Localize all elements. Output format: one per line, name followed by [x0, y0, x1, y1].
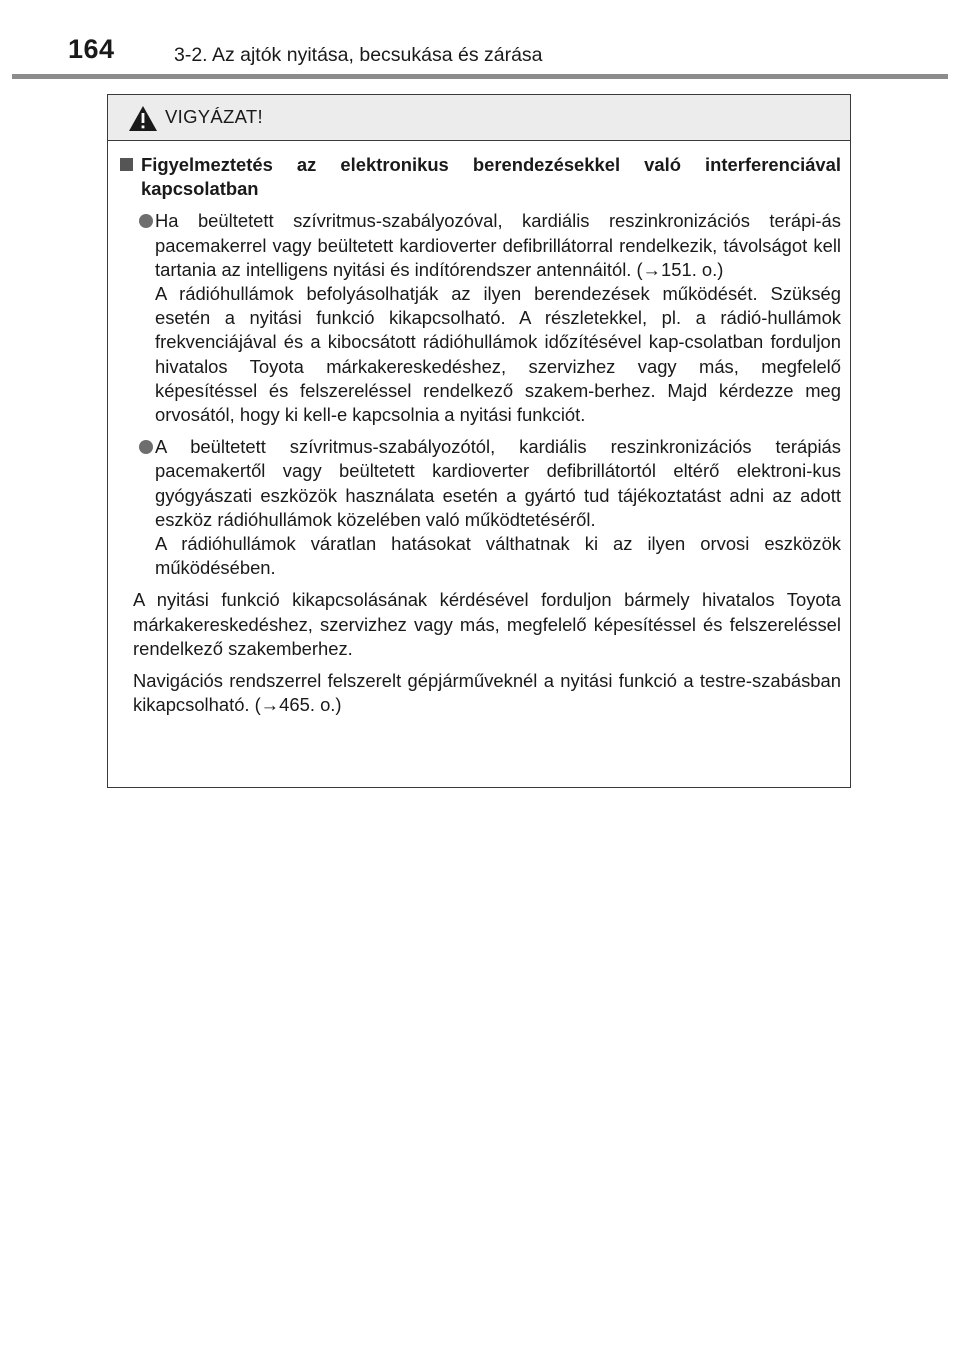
list-item-text: A rádióhullámok váratlan hatásokat válthatnak ki az ilyen orvosi eszközök működésében.	[155, 533, 841, 579]
warning-heading-text: Figyelmeztetés az elektronikus berendezésekkel való interferenciával kapcsolatban	[141, 154, 841, 200]
page-header	[0, 0, 960, 80]
warning-header	[108, 95, 850, 141]
list-item-text: Ha beültetett szívritmus-szabályozóval, kardiális reszinkronizációs terápi-ás pacemakerrel vagy beültetett kardioverter defibrillátorral rendelkezik, távolságot kell tartania az intelligens nyitási és indítórendszer antennáitól. (→151. o.)	[155, 210, 841, 280]
header-divider	[12, 74, 948, 79]
page-number: 164	[68, 34, 115, 64]
square-bullet-icon	[120, 158, 133, 171]
warning-body	[108, 141, 850, 717]
list-item	[117, 209, 841, 427]
list-item-text: A beültetett szívritmus-szabályozótól, kardiális reszinkronizációs terápiás pacemakertől vagy beültetett kardioverter defibrillátortól eltérő elektroni-kus gyógyászati eszközök használata esetén a gyártó tud tájékoztatást adni az adott eszköz rádióhullámok közelében való működtetéséről.	[155, 436, 841, 530]
warning-triangle-icon	[128, 105, 158, 132]
circle-bullet-icon	[139, 440, 153, 454]
section-title: 3-2. Az ajtók nyitása, becsukása és zárása	[174, 44, 543, 66]
warning-box	[107, 94, 851, 788]
warning-title: VIGYÁZAT!	[165, 106, 263, 127]
warning-heading	[117, 153, 841, 201]
circle-bullet-icon	[139, 214, 153, 228]
paragraph: A nyitási funkció kikapcsolásának kérdésével forduljon bármely hivatalos Toyota márkakereskedéshez, szervizhez vagy más, megfelelő képesítéssel és felszereléssel rendelkező szakemberhez.	[133, 589, 841, 659]
list-item-text: A rádióhullámok befolyásolhatják az ilyen berendezések működését. Szükség esetén a nyitási funkció kikapcsolható. A részletekkel, pl. a rádió-hullámok frekvenciájával és a kibocsátott rádióhullámok időzítésével kap-csolatban forduljon hivatalos Toyota márkakereskedéshez, szervizhez vagy más, megfelelő képesítéssel és felszereléssel rendelkező szakem-berhez. Majd kérdezze meg orvosától, hogy ki kell-e kapcsolnia a nyitási funkciót.	[155, 283, 841, 426]
list-item	[117, 435, 841, 580]
paragraph: Navigációs rendszerrel felszerelt gépjárműveknél a nyitási funkció a testre-szabásban kikapcsolható. (→465. o.)	[133, 670, 841, 716]
